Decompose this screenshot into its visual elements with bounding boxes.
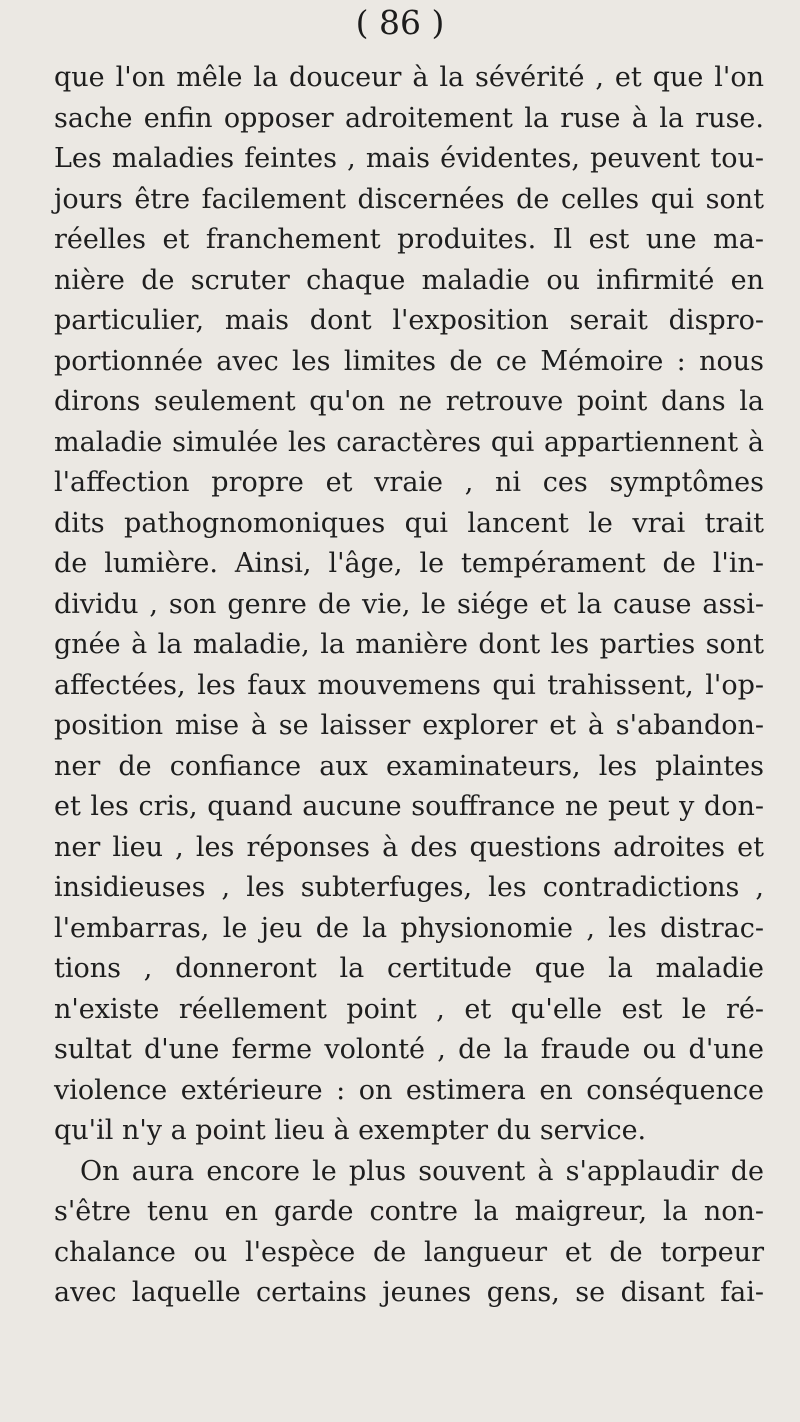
text-line: sache enfin opposer adroitement la ruse à la ruse. (54, 102, 764, 134)
text-line: insidieuses , les subterfuges, les contradictions , (54, 872, 764, 903)
text-line: réelles et franchement produites. Il est une ma- (54, 224, 764, 255)
text-line: l'affection propre et vraie , ni ces symptômes (54, 467, 764, 498)
text-line: dirons seulement qu'on ne retrouve point dans la (54, 386, 764, 417)
text-line: et les cris, quand aucune souffrance ne peut y don- (54, 791, 764, 822)
body-text (54, 58, 764, 1314)
text-line: affectées, les faux mouvemens qui trahissent, l'op- (54, 669, 764, 701)
text-line: violence extérieure : on estimera en conséquence (54, 1074, 764, 1106)
text-line: portionnée avec les limites de ce Mémoire : nous (54, 345, 764, 377)
text-line: l'embarras, le jeu de la physionomie , les distrac- (54, 912, 764, 944)
text-line: de lumière. Ainsi, l'âge, le tempérament de l'in- (54, 548, 764, 579)
text-line: tions , donneront la certitude que la maladie (54, 953, 764, 984)
text-line: chalance ou l'espèce de langueur et de torpeur (54, 1236, 764, 1268)
text-line: que l'on mêle la douceur à la sévérité , et que l'on (54, 62, 764, 93)
text-line: ner de confiance aux examinateurs, les plaintes (54, 750, 764, 782)
text-line: avec laquelle certains jeunes gens, se disant fai- (54, 1277, 764, 1308)
text-line: position mise à se laisser explorer et à s'abandon- (54, 710, 764, 741)
text-line: dits pathognomoniques qui lancent le vrai trait (54, 507, 764, 539)
text-line: jours être facilement discernées de celles qui sont (54, 183, 764, 215)
text-line: On aura encore le plus souvent à s'applaudir de (80, 1155, 764, 1187)
text-line: qu'il n'y a point lieu à exempter du service. (54, 1115, 647, 1146)
text-line: Les maladies feintes , mais évidentes, peuvent tou- (54, 143, 764, 174)
text-line: nière de scruter chaque maladie ou infirmité en (54, 264, 764, 296)
text-line: gnée à la maladie, la manière dont les parties sont (54, 629, 764, 660)
text-line: dividu , son genre de vie, le siége et la cause assi- (54, 588, 764, 620)
text-line: n'existe réellement point , et qu'elle est le ré- (54, 993, 764, 1025)
text-line: s'être tenu en garde contre la maigreur, la non- (54, 1196, 764, 1227)
text-line: sultat d'une ferme volonté , de la fraude ou d'une (54, 1034, 764, 1065)
text-line: ner lieu , les réponses à des questions adroites et (54, 831, 764, 863)
text-line: particulier, mais dont l'exposition serait dispro- (54, 305, 764, 336)
text-line: maladie simulée les caractères qui appartiennent à (54, 426, 764, 458)
page-number: ( 86 ) (355, 3, 445, 42)
